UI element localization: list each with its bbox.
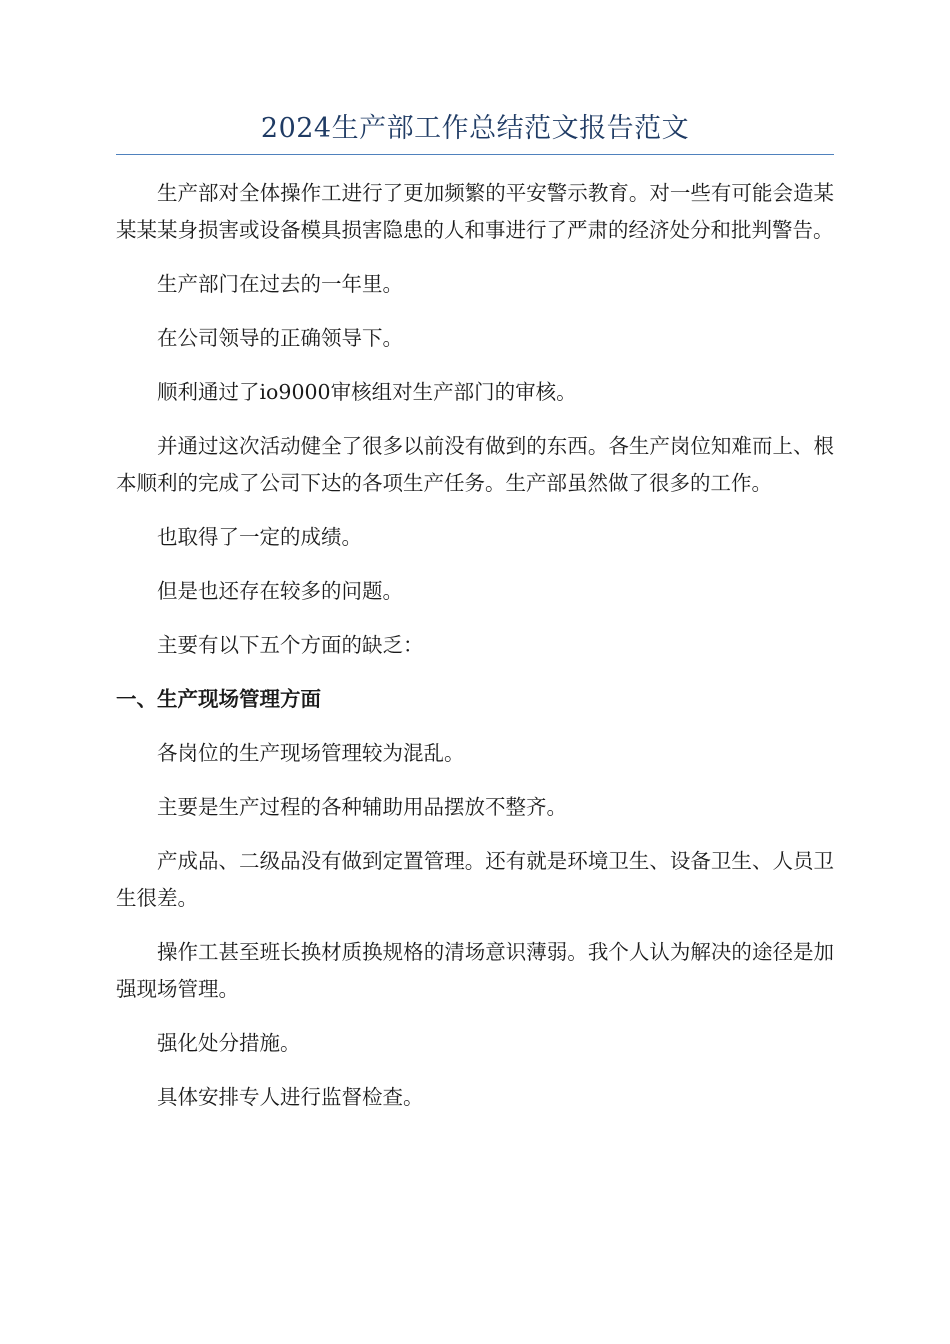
paragraph: 各岗位的生产现场管理较为混乱。 (157, 741, 465, 765)
paragraph: 也取得了一定的成绩。 (157, 525, 362, 549)
paragraph: 操作工甚至班长换材质换规格的清场意识薄弱。我个人认为解决的途径是加强现场管理。 (116, 940, 834, 1001)
paragraph: 在公司领导的正确领导下。 (157, 326, 403, 350)
paragraph: 并通过这次活动健全了很多以前没有做到的东西。各生产岗位知难而上、根本顺利的完成了公司下达的各项生产任务。生产部虽然做了很多的工作。 (116, 434, 834, 495)
paragraph: 顺利通过了io9000审核组对生产部门的审核。 (157, 380, 577, 404)
document-title: 2024生产部工作总结范文报告范文 (116, 110, 834, 155)
paragraph: 主要是生产过程的各种辅助用品摆放不整齐。 (157, 795, 567, 819)
paragraph: 但是也还存在较多的问题。 (157, 579, 403, 603)
document-page (116, 110, 834, 1133)
paragraph: 具体安排专人进行监督检查。 (157, 1085, 424, 1109)
paragraph: 生产部门在过去的一年里。 (157, 272, 403, 296)
paragraph: 产成品、二级品没有做到定置管理。还有就是环境卫生、设备卫生、人员卫生很差。 (116, 849, 834, 910)
section-heading: 一、生产现场管理方面 (116, 687, 321, 711)
paragraph: 主要有以下五个方面的缺乏： (157, 633, 424, 657)
paragraph: 强化处分措施。 (157, 1031, 301, 1055)
paragraph: 生产部对全体操作工进行了更加频繁的平安警示教育。对一些有可能会造某某某某身损害或设备模具损害隐患的人和事进行了严肃的经济处分和批判警告。 (116, 181, 834, 242)
